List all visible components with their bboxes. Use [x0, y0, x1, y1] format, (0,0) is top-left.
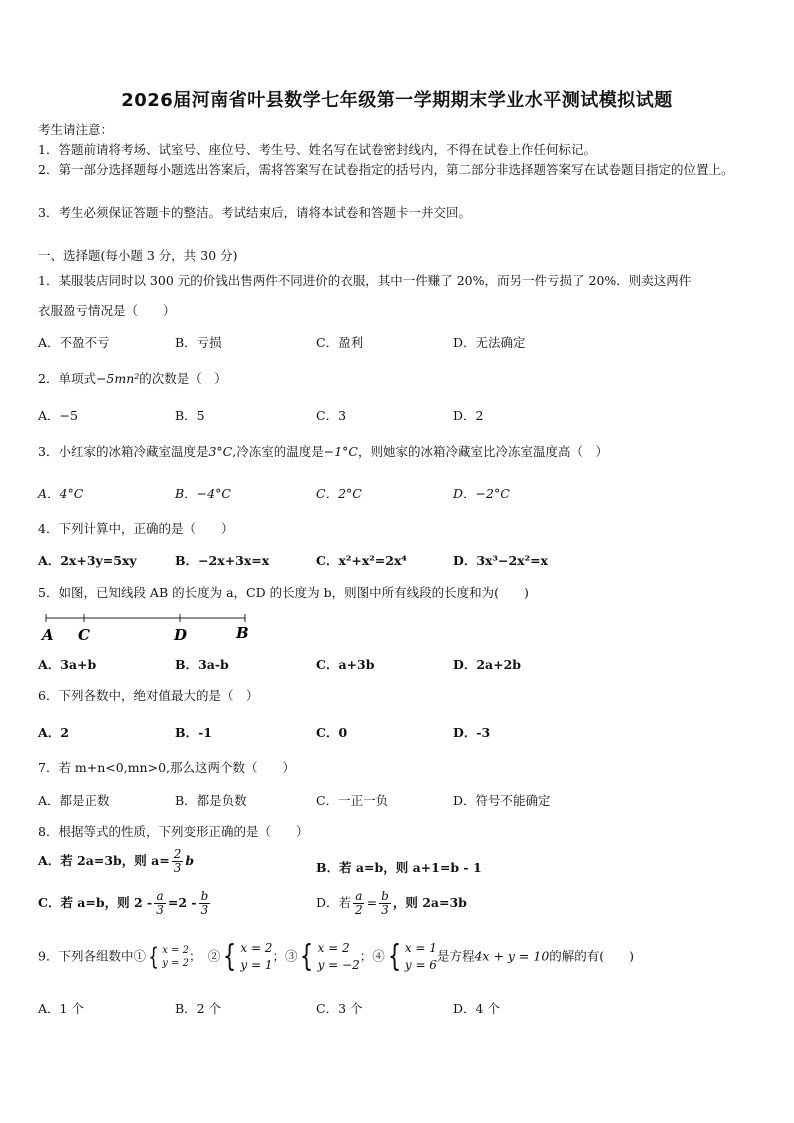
q7-option-c[interactable]: C．一正一负 [316, 793, 389, 808]
q9-sep1: ； ② [189, 948, 221, 964]
q8-c-numerator-1: a [156, 889, 164, 903]
section-heading: 一、选择题(每小题 3 分，共 30 分) [38, 248, 238, 263]
q9-system-4 [385, 940, 437, 974]
q8-c-prefix: C．若 a=b，则 2 - [38, 895, 153, 910]
q8-d-denominator-2: 3 [381, 903, 389, 917]
q3-suffix: ，则她家的冰箱冷藏室比冷冻室温度高（ ） [357, 444, 608, 459]
q6-text: 6．下列各数中，绝对值最大的是（ ） [38, 688, 259, 703]
q7-option-d[interactable]: D．符号不能确定 [453, 793, 551, 808]
q8-d-fraction-2 [379, 890, 391, 917]
q8-option-c[interactable] [38, 890, 212, 917]
q4-text: 4．下列计算中，正确的是（ ） [38, 521, 234, 536]
q1-option-c[interactable]: C．盈利 [316, 335, 364, 350]
q8-c-denominator-2: 3 [200, 903, 209, 917]
q8-a-numerator: 2 [173, 847, 182, 861]
notice-item-3: 3．考生必须保证答题卡的整洁。考试结束后，请将本试卷和答题卡一并交回。 [38, 205, 471, 220]
q9-suffix: 的解的有( ) [549, 948, 635, 964]
left-brace-icon: { [300, 939, 314, 974]
q1-option-b[interactable]: B．亏损 [175, 335, 222, 350]
q3-middle: ,冷冻室的温度是 [232, 444, 324, 459]
q8-d-numerator-1: a [355, 889, 363, 903]
q2-option-b[interactable]: B．5 [175, 408, 205, 423]
q2-option-c[interactable]: C．3 [316, 408, 347, 423]
q8-c-denominator-1: 3 [156, 903, 164, 917]
left-brace-icon: { [148, 943, 159, 971]
point-label-a: A [42, 626, 54, 644]
q4-option-a[interactable]: A．2x+3y=5xy [38, 553, 137, 568]
q8-d-prefix: D．若 [316, 895, 352, 910]
q4-option-c[interactable]: C．x²+x²=2x⁴ [316, 553, 407, 568]
q9-system-2 [220, 940, 272, 974]
point-label-b: B [236, 624, 249, 642]
q7-option-b[interactable]: B．都是负数 [175, 793, 247, 808]
q9-system-3 [297, 940, 359, 974]
left-brace-icon: { [223, 939, 237, 974]
q6-option-b[interactable]: B．-1 [175, 725, 212, 740]
q8-c-numerator-2: b [200, 889, 209, 903]
q8-option-a[interactable] [38, 848, 194, 875]
q3-temp-fridge: 3°C [208, 444, 233, 459]
q9-s1-eq1: x = 2 [162, 945, 189, 956]
q8-text: 8．根据等式的性质，下列变形正确的是（ ） [38, 824, 309, 839]
q9-middle: 是方程 [436, 948, 475, 964]
q2-suffix: 的次数是（ ） [139, 371, 227, 386]
q8-option-b[interactable]: B．若 a=b，则 a+1=b - 1 [316, 860, 482, 875]
q1-text-line2: 衣服盈亏情况是（ ） [38, 303, 176, 318]
q9-s3-eq1: x = 2 [317, 941, 350, 955]
q9-option-d[interactable]: D．4 个 [453, 1001, 500, 1016]
q9-option-c[interactable]: C．3 个 [316, 1001, 363, 1016]
notice-item-2: 2．第一部分选择题每小题选出答案后，需将答案写在试卷指定的括号内，第二部分非选择题答案写在试卷题目指定的位置上。 [38, 162, 734, 177]
q3-prefix: 3．小红家的冰箱冷藏室温度是 [38, 444, 209, 459]
q9-s3-eq2: y = −2 [317, 958, 360, 972]
q4-option-b[interactable]: B．−2x+3x=x [175, 553, 270, 568]
q8-d-numerator-2: b [381, 889, 389, 903]
q8-a-prefix: A．若 2a=3b，则 a= [38, 853, 170, 868]
q9-sep3: ；④ [359, 948, 385, 964]
q2-text [38, 369, 227, 387]
q6-option-c[interactable]: C．0 [316, 725, 348, 740]
q9-s4-eq1: x = 1 [404, 941, 437, 955]
q8-c-fraction-2 [199, 890, 211, 917]
q9-equation: 4x + y = 10 [474, 948, 550, 964]
q8-option-d[interactable] [316, 890, 467, 917]
notice-item-1: 1．答题前请将考场、试室号、座位号、考生号、姓名写在试卷密封线内，不得在试卷上作任何标记。 [38, 142, 596, 157]
q2-option-d[interactable]: D．2 [453, 408, 484, 423]
q9-s2-eq1: x = 2 [240, 941, 273, 955]
q5-option-d[interactable]: D．2a+2b [453, 657, 522, 672]
q7-option-a[interactable]: A．都是正数 [38, 793, 110, 808]
q3-option-b[interactable]: B．−4°C [175, 486, 231, 501]
q1-text-line1: 1．某服装店同时以 300 元的价钱出售两件不同进价的衣服，其中一件赚了 20%，而另一件亏损了 20%．则卖这两件 [38, 273, 692, 288]
q2-option-a[interactable]: A．−5 [38, 408, 78, 423]
q8-d-denominator-1: 2 [355, 903, 363, 917]
q1-option-a[interactable]: A．不盈不亏 [38, 335, 110, 350]
point-label-c: C [78, 626, 90, 644]
q8-d-fraction-1 [353, 890, 365, 917]
q5-text: 5．如图，已知线段 AB 的长度为 a，CD 的长度为 b，则图中所有线段的长度和为( ) [38, 585, 529, 600]
q9-option-b[interactable]: B．2 个 [175, 1001, 222, 1016]
q9-sep2: ；③ [272, 948, 298, 964]
q5-option-b[interactable]: B．3a-b [175, 657, 229, 672]
q9-option-a[interactable]: A．1 个 [38, 1001, 84, 1016]
q3-option-d[interactable]: D．−2°C [453, 486, 510, 501]
q8-d-suffix: ，则 2a=3b [392, 895, 467, 910]
q3-option-a[interactable]: A．4°C [38, 486, 84, 501]
q7-text: 7．若 m+n<0,mn>0,那么这两个数（ ） [38, 760, 296, 775]
q9-s1-eq2: y = 2 [162, 958, 189, 969]
q6-option-d[interactable]: D．-3 [453, 725, 491, 740]
page-title: 2026届河南省叶县数学七年级第一学期期末学业水平测试模拟试题 [121, 90, 673, 111]
q9-system-1 [146, 944, 189, 970]
q3-option-c[interactable]: C．2°C [316, 486, 362, 501]
q1-option-d[interactable]: D．无法确定 [453, 335, 526, 350]
point-label-d: D [174, 626, 188, 644]
q8-c-fraction-1 [154, 890, 166, 917]
notice-heading: 考生请注意： [38, 122, 114, 137]
q9-prefix: 9．下列各组数中① [38, 948, 146, 964]
q4-option-d[interactable]: D．3x³−2x²=x [453, 553, 548, 568]
q5-option-c[interactable]: C．a+3b [316, 657, 375, 672]
q3-temp-freezer: −1°C [323, 444, 358, 459]
q9-s4-eq2: y = 6 [404, 958, 437, 972]
left-brace-icon: { [387, 939, 401, 974]
q8-d-middle: = [366, 895, 378, 910]
q9-s2-eq2: y = 1 [240, 958, 273, 972]
q8-a-denominator: 3 [173, 861, 182, 875]
q8-a-suffix: b [185, 853, 195, 868]
q2-expression: −5mn² [95, 371, 140, 386]
q6-option-a[interactable]: A．2 [38, 725, 69, 740]
q5-segment-figure [40, 606, 260, 646]
q2-prefix: 2．单项式 [38, 371, 96, 386]
q5-option-a[interactable]: A．3a+b [38, 657, 97, 672]
q3-text [38, 442, 608, 460]
q8-c-middle: =2 - [167, 895, 197, 910]
q8-a-fraction [172, 848, 184, 875]
q9-text [38, 940, 634, 974]
